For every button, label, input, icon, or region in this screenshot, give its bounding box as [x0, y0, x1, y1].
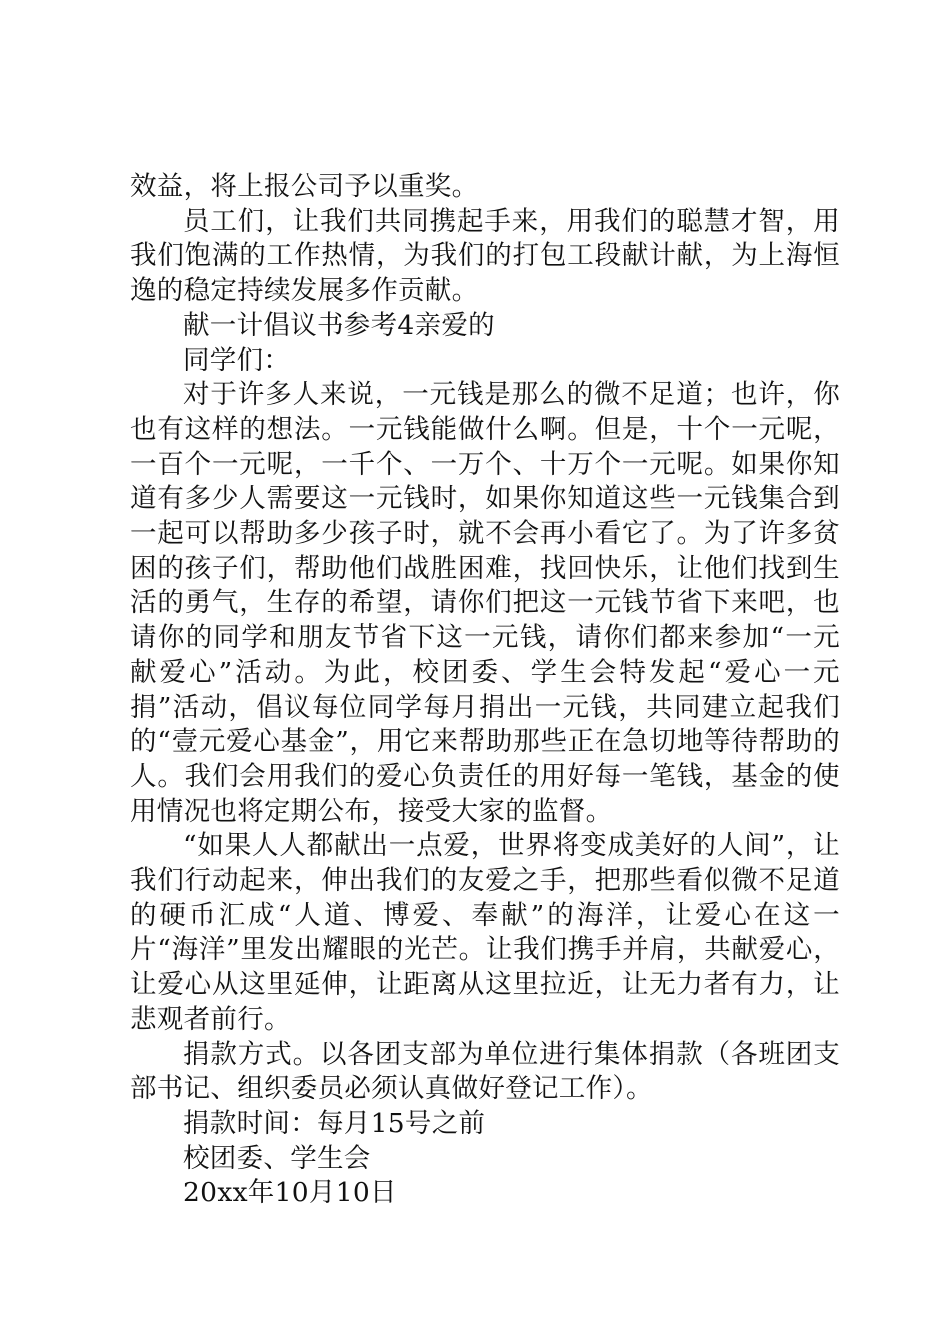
paragraph-staff-appeal: 员工们，让我们共同携起手来，用我们的聪慧才智，用我们饱满的工作热情，为我们的打包工段献计献，为上海恒逸的稳定持续发展多作贡献。 [130, 205, 840, 307]
signature-date: 20xx年10月10日 [183, 1177, 397, 1209]
signature-organization: 校团委、学生会 [183, 1142, 371, 1174]
proposal-title: 献一计倡议书参考4亲爱的 [183, 309, 495, 341]
salutation: 同学们： [183, 344, 291, 376]
paragraph-one-yuan: 对于许多人来说，一元钱是那么的微不足道；也许，你也有这样的想法。一元钱能做什么啊。但是，十个一元呢，一百个一元呢，一千个、一万个、十万个一元呢。如果你知道有多少人需要这一元钱时，如果你知道这些一元钱集合到一起可以帮助多少孩子时，就不会再小看它了。为了许多贫困的孩子们，帮助他们战胜困难，找回快乐，让他们找到生活的勇气，生存的希望，请你们把这一元钱节省下来吧，也请你的同学和朋友节省下这一元钱，请你们都来参加“一元献爱心”活动。为此，校团委、学生会特发起“爱心一元捐”活动，倡议每位同学每月捐出一元钱，共同建立起我们的“壹元爱心基金”，用它来帮助那些正在急切地等待帮助的人。我们会用我们的爱心负责任的用好每一笔钱，基金的使用情况也将定期公布，接受大家的监督。 [130, 379, 840, 827]
paragraph-award-ending: 效益，将上报公司予以重奖。 [130, 171, 479, 202]
paragraph-love-appeal: “如果人人都献出一点爱，世界将变成美好的人间”，让我们行动起来，伸出我们的友爱之手，把那些看似微不足道的硬币汇成“人道、博爱、奉献”的海洋，让爱心在这一片“海洋”里发出耀眼的光芒。让我们携手并肩，共献爱心，让爱心从这里延伸，让距离从这里拉近，让无力者有力，让悲观者前行。 [130, 830, 840, 1035]
paragraph-donation-method: 捐款方式。以各团支部为单位进行集体捐款（各班团支部书记、组织委员必须认真做好登记工作）。 [130, 1038, 840, 1105]
document-body [130, 170, 840, 1211]
donation-time: 捐款时间：每月15号之前 [183, 1107, 486, 1139]
